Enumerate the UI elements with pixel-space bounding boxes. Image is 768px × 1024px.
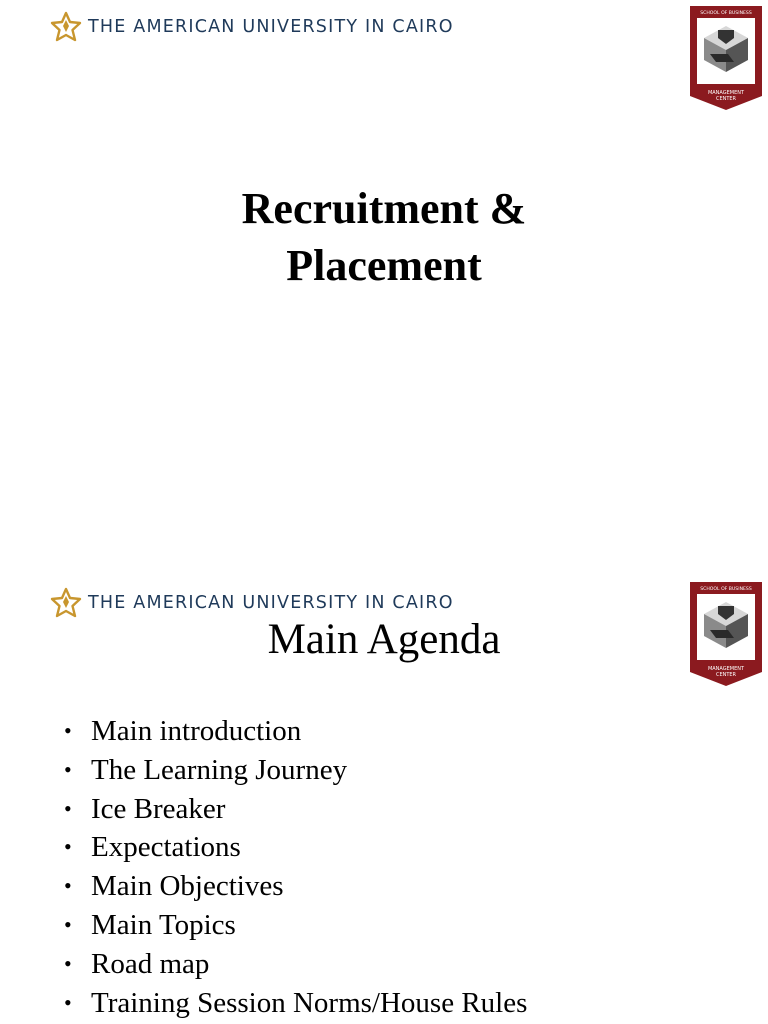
badge-bottom-text-1: MANAGEMENT [707,666,745,672]
badge-top-text: SCHOOL OF BUSINESS [700,11,752,16]
agenda-item-text: Training Session Norms/House Rules [91,986,528,1019]
agenda-item [62,867,527,906]
university-name: THE AMERICAN UNIVERSITY IN CAIRO [88,17,454,37]
agenda-item [62,790,527,829]
bullet: • [64,911,72,937]
agenda-item-text: Road map [91,947,210,980]
title-line-1: Recruitment & [241,184,527,233]
agenda-item-text: Main Objectives [91,870,284,903]
bullet: • [64,989,72,1015]
slide-2 [0,576,768,1024]
bullet: • [64,718,72,743]
agenda-item [62,712,527,751]
badge-bottom-text-1: MANAGEMENT [707,90,745,96]
agenda-list [62,712,527,1022]
bullet: • [64,834,72,860]
bullet: • [64,795,72,821]
agenda-item [62,751,527,790]
bullet: • [64,950,72,976]
bullet: • [64,756,72,782]
agenda-item-text: The Learning Journey [91,753,348,786]
slide-1-title [0,180,768,294]
badge-bottom-text-2: CENTER [715,672,737,678]
school-of-business-badge [688,4,764,112]
agenda-item [62,984,527,1023]
agenda-item-text: Expectations [91,831,241,864]
agenda-item [62,828,527,867]
bullet: • [64,873,72,899]
slide-2-title: Main Agenda [267,616,501,663]
badge-top-text: SCHOOL OF BUSINESS [700,587,752,592]
auc-header [50,10,454,44]
agenda-item-text: Ice Breaker [91,792,226,825]
auc-star-icon [50,11,82,43]
agenda-item [62,945,527,984]
badge-bottom-text-2: CENTER [715,96,737,102]
agenda-item [62,906,527,945]
agenda-item-text: Main Topics [91,908,236,941]
title-line-2: Placement [286,241,482,290]
university-name: THE AMERICAN UNIVERSITY IN CAIRO [88,593,454,613]
agenda-item-text: Main introduction [91,715,302,747]
